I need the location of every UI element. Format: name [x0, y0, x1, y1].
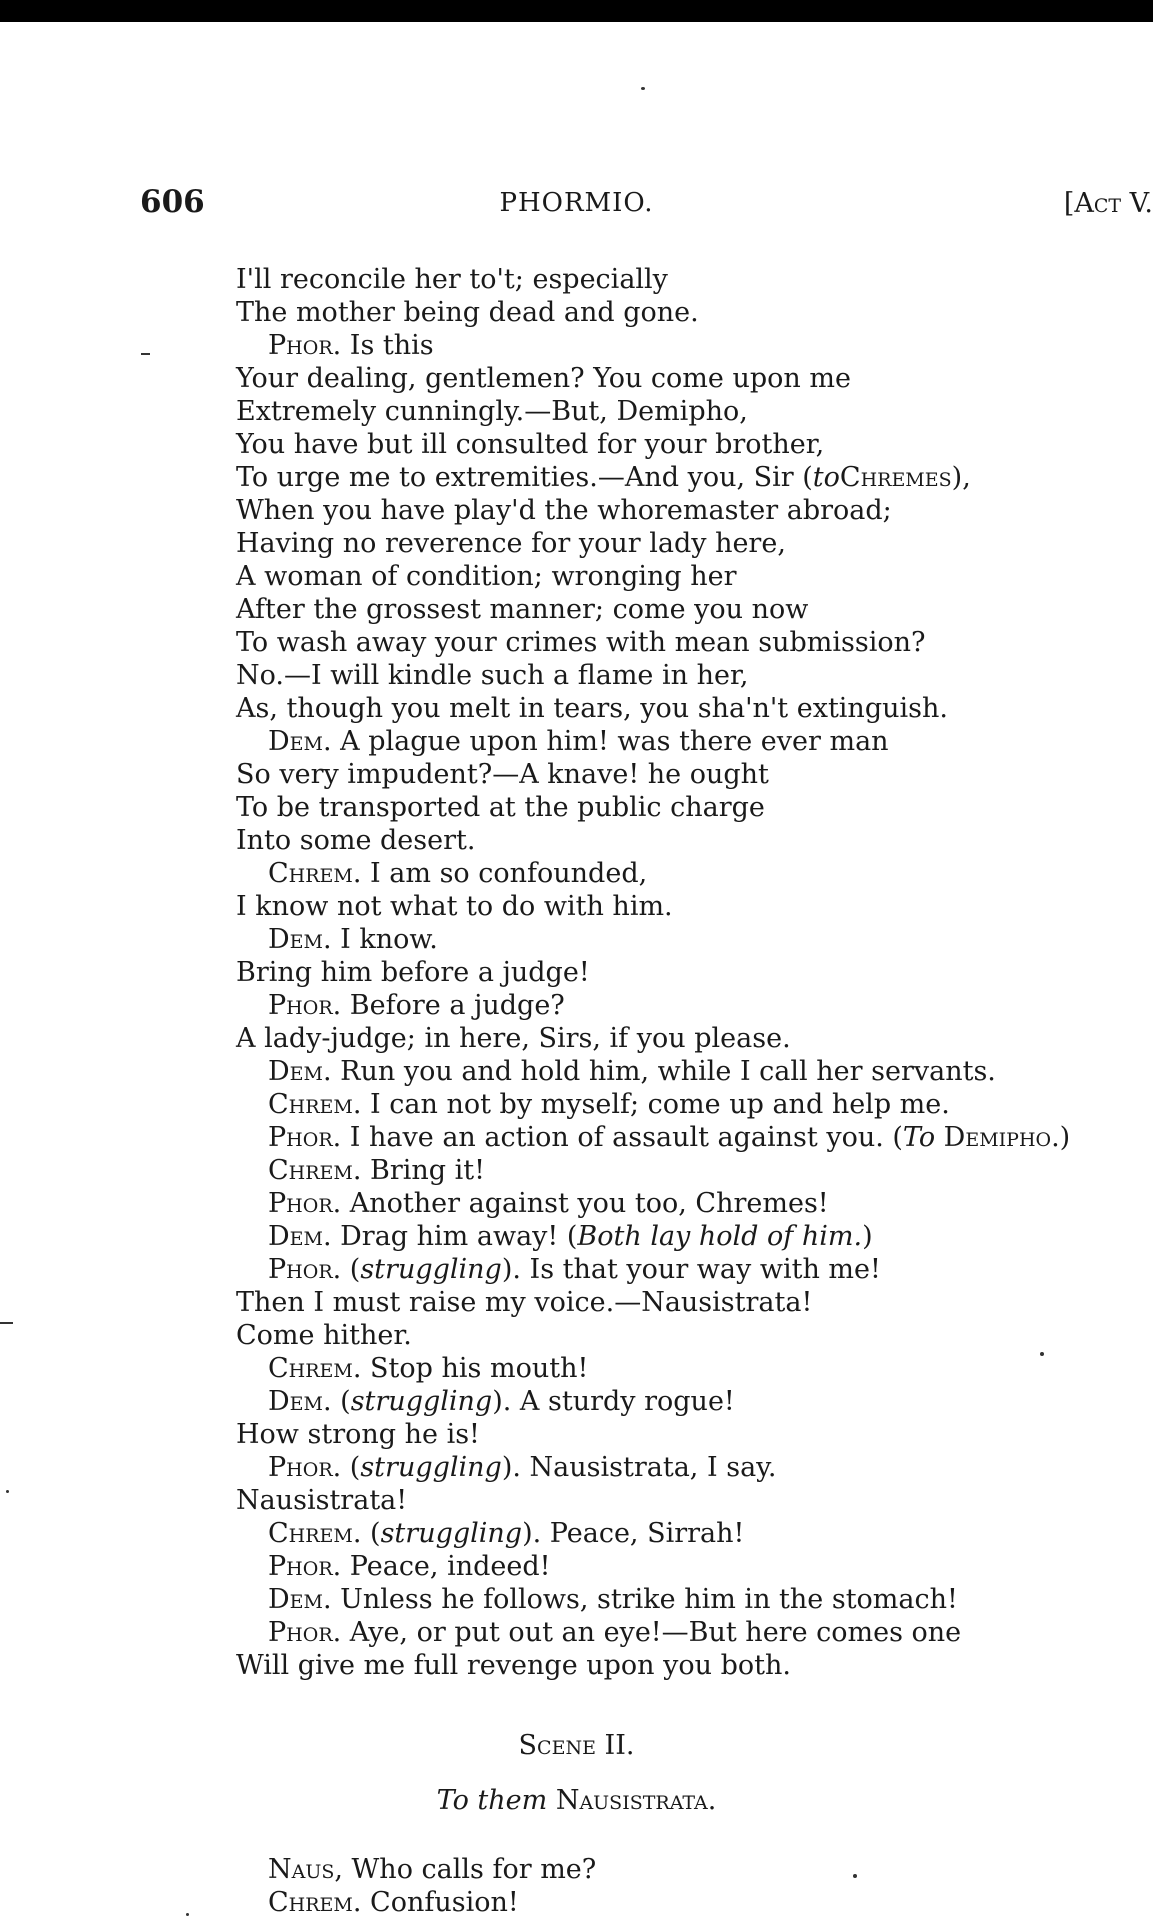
line-text: ( — [341, 1254, 361, 1285]
line-text: Stop his mouth! — [361, 1353, 589, 1384]
line-text-end: ). Is that your way with me! — [501, 1254, 881, 1285]
text-line — [236, 659, 1146, 692]
text-line — [236, 263, 1146, 296]
stage-direction: Both lay hold of him. — [577, 1221, 863, 1252]
line-text: To be transported at the public charge — [236, 792, 765, 823]
line-text: How strong he is! — [236, 1419, 480, 1450]
scan-top-border — [0, 0, 1153, 22]
page-header — [0, 184, 1153, 224]
scan-speck — [6, 1490, 9, 1493]
text-line — [236, 1385, 1146, 1418]
text-line — [236, 956, 1146, 989]
text-line — [236, 1055, 1146, 1088]
line-text: Is this — [341, 330, 434, 361]
line-text: The mother being dead and gone. — [236, 297, 699, 328]
line-text-end: ) — [862, 1221, 873, 1252]
line-text: I can not by myself; come up and help me. — [361, 1089, 950, 1120]
line-text-end: ). A sturdy rogue! — [492, 1386, 735, 1417]
line-text: Nausistrata! — [236, 1485, 408, 1516]
text-line — [236, 857, 1146, 890]
line-text: I am so confounded, — [361, 858, 648, 889]
text-line — [236, 428, 1146, 461]
speaker: Chrem. — [268, 1887, 362, 1918]
text-line — [236, 461, 1146, 494]
line-text: Who calls for me? — [342, 1854, 597, 1885]
speaker: Phor. — [268, 990, 342, 1021]
line-text: Confusion! — [361, 1887, 519, 1918]
text-line — [236, 626, 1146, 659]
stage-direction: to — [812, 462, 840, 493]
line-text-end: ), — [951, 462, 971, 493]
text-line — [268, 1886, 596, 1919]
scene-title: Scene II. — [518, 1730, 635, 1761]
text-line — [236, 692, 1146, 725]
text-line — [236, 1550, 1146, 1583]
scene-subtitle-prefix: To them — [436, 1785, 548, 1816]
text-line — [236, 824, 1146, 857]
line-text: Having no reverence for your lady here, — [236, 528, 786, 559]
speaker: Chrem. — [268, 1353, 362, 1384]
scan-speck — [853, 1874, 857, 1878]
line-text: Then I must raise my voice.—Nausistrata! — [236, 1287, 813, 1318]
text-line — [236, 593, 1146, 626]
scene-subtitle — [0, 1785, 1153, 1816]
scan-speck — [641, 87, 645, 90]
line-text: Before a judge? — [341, 990, 565, 1021]
page-number: 606 — [140, 184, 205, 220]
line-text: Extremely cunningly.—But, Demipho, — [236, 396, 748, 427]
text-line — [236, 1121, 1146, 1154]
line-text: Your dealing, gentlemen? You come upon me — [236, 363, 851, 394]
play-text — [236, 263, 1146, 1682]
speaker: Chrem. — [268, 1518, 362, 1549]
line-text: I know. — [331, 924, 438, 955]
speaker: Phor. — [268, 1188, 342, 1219]
scan-speck — [1040, 1352, 1044, 1356]
text-line — [236, 1418, 1146, 1451]
running-title: PHORMIO. — [499, 188, 654, 218]
line-text: When you have play'd the whoremaster abroad; — [236, 495, 892, 526]
line-text: A lady-judge; in here, Sirs, if you please. — [236, 1023, 791, 1054]
line-text: A plague upon him! was there ever man — [331, 726, 889, 757]
line-text: Unless he follows, strike him in the stomach! — [331, 1584, 958, 1615]
text-line — [236, 1286, 1146, 1319]
text-line — [236, 395, 1146, 428]
text-line — [236, 362, 1146, 395]
scan-speck — [141, 353, 150, 355]
text-line — [236, 989, 1146, 1022]
stage-direction: struggling — [360, 1254, 502, 1285]
line-text-end: .) — [1051, 1122, 1071, 1153]
text-line — [236, 1022, 1146, 1055]
line-text: Drag him away! ( — [331, 1221, 578, 1252]
line-text: Into some desert. — [236, 825, 476, 856]
speaker: Dem. — [268, 924, 332, 955]
stage-direction: struggling — [360, 1452, 502, 1483]
text-line — [236, 527, 1146, 560]
line-text: I know not what to do with him. — [236, 891, 673, 922]
line-text: Come hither. — [236, 1320, 412, 1351]
line-text: After the grossest manner; come you now — [236, 594, 809, 625]
speaker: Chrem. — [268, 1155, 362, 1186]
line-text: Peace, indeed! — [341, 1551, 551, 1582]
line-text: A woman of condition; wronging her — [236, 561, 737, 592]
text-line — [236, 1517, 1146, 1550]
speaker: Dem. — [268, 1386, 332, 1417]
text-line — [236, 1352, 1146, 1385]
line-text: I'll reconcile her to't; especially — [236, 264, 668, 295]
stage-name: Chremes — [839, 462, 952, 493]
line-text: ( — [341, 1452, 361, 1483]
scene-heading — [0, 1730, 1153, 1761]
line-text: Will give me full revenge upon you both. — [236, 1650, 791, 1681]
text-line — [236, 1154, 1146, 1187]
text-line — [236, 791, 1146, 824]
speaker: Phor. — [268, 1551, 342, 1582]
line-text: Bring him before a judge! — [236, 957, 590, 988]
text-line — [268, 1853, 596, 1886]
stage-direction: struggling — [380, 1518, 523, 1549]
act-marker: [Act V. — [1063, 188, 1153, 219]
text-line — [236, 494, 1146, 527]
text-line — [236, 725, 1146, 758]
speaker: Phor. — [268, 1452, 342, 1483]
speaker: Chrem. — [268, 1089, 362, 1120]
text-line — [236, 560, 1146, 593]
text-line — [236, 1484, 1146, 1517]
line-text: To urge me to extremities.—And you, Sir ( — [236, 462, 813, 493]
text-line — [236, 1319, 1146, 1352]
line-text: No.—I will kindle such a flame in her, — [236, 660, 749, 691]
speaker: Naus, — [268, 1854, 343, 1885]
line-text: Another against you too, Chremes! — [341, 1188, 829, 1219]
line-text: As, though you melt in tears, you sha'n't extinguish. — [236, 693, 948, 724]
stage-direction: struggling — [350, 1386, 493, 1417]
scan-speck — [0, 1322, 13, 1324]
line-text: ( — [331, 1386, 351, 1417]
text-line — [236, 890, 1146, 923]
speaker: Phor. — [268, 1254, 342, 1285]
text-line — [236, 1187, 1146, 1220]
speaker: Phor. — [268, 330, 342, 361]
speaker: Dem. — [268, 1221, 332, 1252]
stage-direction: To — [902, 1122, 936, 1153]
speaker: Phor. — [268, 1122, 342, 1153]
speaker: Chrem. — [268, 858, 362, 889]
line-text: So very impudent?—A knave! he ought — [236, 759, 769, 790]
line-text: To wash away your crimes with mean submission? — [236, 627, 926, 658]
line-text: Aye, or put out an eye!—But here comes one — [341, 1617, 962, 1648]
text-line — [236, 1088, 1146, 1121]
text-line — [236, 1220, 1146, 1253]
text-line — [236, 1253, 1146, 1286]
speaker: Dem. — [268, 1584, 332, 1615]
text-line — [236, 758, 1146, 791]
line-text: You have but ill consulted for your brother, — [236, 429, 825, 460]
text-line — [236, 1649, 1146, 1682]
text-line — [236, 296, 1146, 329]
speaker: Dem. — [268, 726, 332, 757]
line-text: Bring it! — [361, 1155, 486, 1186]
scene-subtitle-name: Nausistrata. — [555, 1785, 717, 1816]
text-line — [236, 923, 1146, 956]
speaker: Dem. — [268, 1056, 332, 1087]
text-line — [236, 1451, 1146, 1484]
scene-lines — [268, 1853, 596, 1919]
text-line — [236, 1583, 1146, 1616]
scan-speck — [186, 1913, 189, 1916]
line-text: Run you and hold him, while I call her servants. — [331, 1056, 996, 1087]
text-line — [236, 329, 1146, 362]
line-text: ( — [361, 1518, 381, 1549]
line-text-end: ). Peace, Sirrah! — [522, 1518, 745, 1549]
stage-name: Demipho — [935, 1122, 1052, 1153]
speaker: Phor. — [268, 1617, 342, 1648]
line-text: I have an action of assault against you. ( — [341, 1122, 903, 1153]
line-text-end: ). Nausistrata, I say. — [501, 1452, 777, 1483]
text-line — [236, 1616, 1146, 1649]
